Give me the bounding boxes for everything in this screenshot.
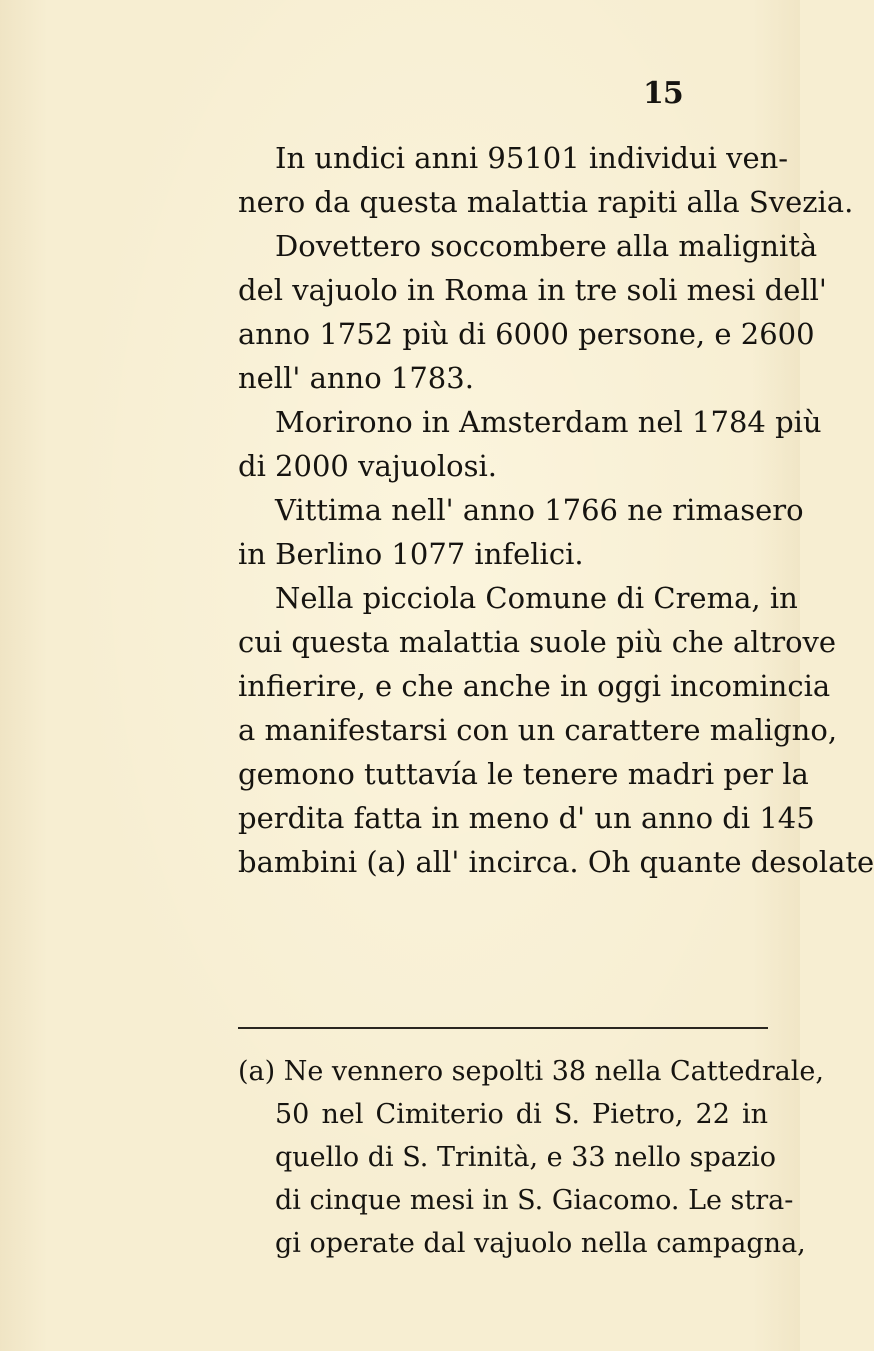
text-line: In undici anni 95101 individui ven- bbox=[275, 141, 789, 175]
footnote-line: gi operate dal vajuolo nella campagna, bbox=[275, 1228, 806, 1259]
text-line: Dovettero soccombere alla malignità bbox=[275, 229, 818, 263]
text-line: di 2000 vajuolosi. bbox=[238, 449, 497, 483]
text-line: nero da questa malattia rapiti alla Svezia. bbox=[238, 185, 854, 219]
text-line: nell' anno 1783. bbox=[238, 361, 474, 395]
footnote-line: (a) Ne vennero sepolti 38 nella Cattedrale, bbox=[238, 1056, 824, 1087]
page-number: 15 bbox=[643, 76, 683, 111]
text-line: bambini (a) all' incirca. Oh quante desolate bbox=[238, 845, 874, 879]
text-line: Morirono in Amsterdam nel 1784 più bbox=[275, 405, 822, 439]
text-line: perdita fatta in meno d' un anno di 145 bbox=[238, 801, 815, 835]
text-line: anno 1752 più di 6000 persone, e 2600 bbox=[238, 317, 815, 351]
footnote-line: 50 nel Cimiterio di S. Pietro, 22 in bbox=[275, 1099, 768, 1130]
text-line: cui questa malattia suole più che altrove bbox=[238, 625, 837, 659]
text-line: Vittima nell' anno 1766 ne rimasero bbox=[275, 493, 804, 527]
footnote-line: quello di S. Trinità, e 33 nello spazio bbox=[275, 1142, 776, 1173]
text-line: in Berlino 1077 infelici. bbox=[238, 537, 584, 571]
footnote-divider bbox=[238, 1027, 768, 1029]
text-line: del vajuolo in Roma in tre soli mesi dell' bbox=[238, 273, 827, 307]
text-line: Nella picciola Comune di Crema, in bbox=[275, 581, 798, 615]
text-line: a manifestarsi con un carattere maligno, bbox=[238, 713, 838, 747]
text-line: infierire, e che anche in oggi incomincia bbox=[238, 669, 831, 703]
text-line: gemono tuttavía le tenere madri per la bbox=[238, 757, 809, 791]
footnote-line: di cinque mesi in S. Giacomo. Le stra- bbox=[275, 1185, 794, 1216]
